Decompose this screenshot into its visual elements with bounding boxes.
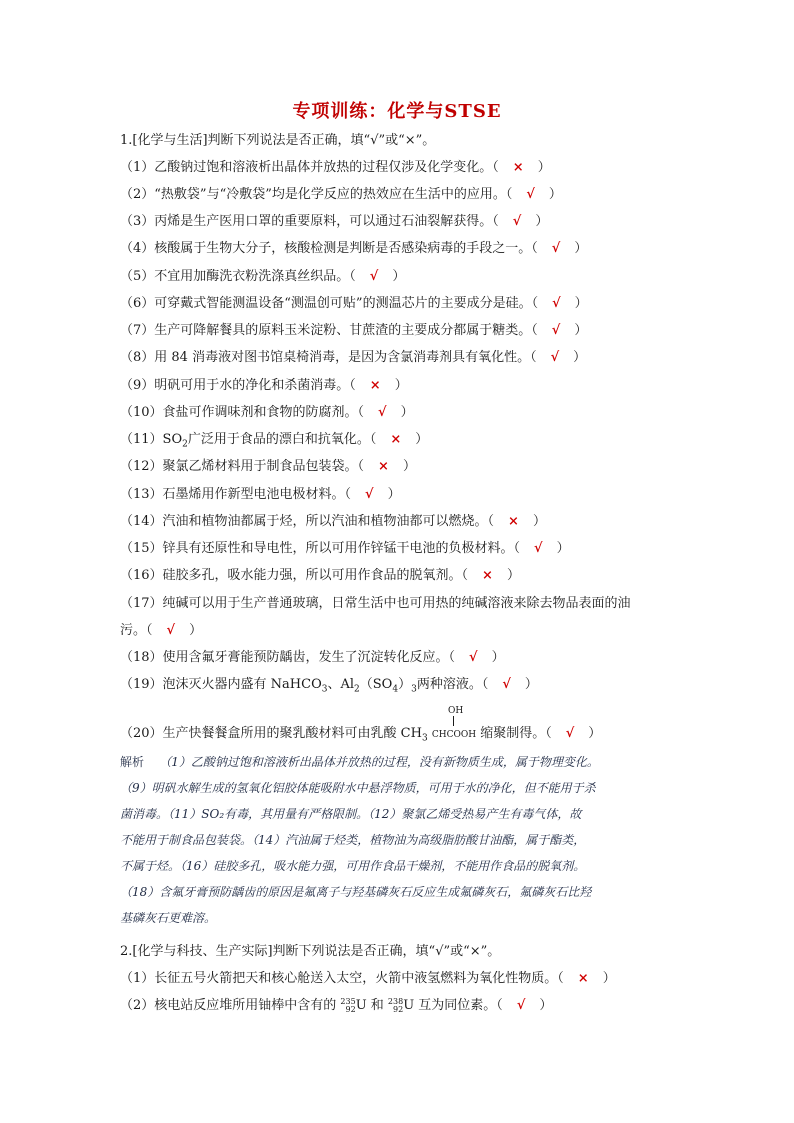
section2-heading: 2.[化学与科技、生产实际]判断下列说法是否正确，填“√”或“×”。 [120, 944, 501, 959]
list-item: （1）长征五号火箭把天和核心舱送入太空，火箭中液氢燃料为氧化性物质。（ × ） [120, 971, 616, 986]
check-mark: √ [552, 296, 561, 311]
list-item: （19）泡沫灭火器内盛有 NaHCO$_3$、$Al_2(SO_4)_3$两种溶液。（ √ ） [120, 677, 538, 695]
check-mark: √ [551, 323, 561, 338]
explanation-lead: 解析 [120, 755, 145, 769]
explanation-line: 不能用于制食品包装袋。（14）汽油属于烃类，植物油为高级脂肪酸甘油酯，属于酯类， [120, 833, 586, 847]
list-item: （13）石墨烯用作新型电池电极材料。（ √ ） [120, 487, 401, 502]
oh-group-label: OH [448, 706, 464, 716]
check-mark: √ [550, 350, 560, 365]
check-mark: √ [365, 487, 374, 502]
check-mark: √ [378, 405, 387, 420]
list-item: 污。（ √ ） [120, 623, 203, 638]
list-item: （20）生产快餐餐盒所用的聚乳酸材料可由乳酸 $CH_3$ CHCOOH 缩聚制得。（ √ ） [120, 726, 602, 744]
list-item: （2）核电站反应堆所用铀棒中含有的 235 92 U 和 238 92 U 互为同位素。（ √ ） [120, 996, 553, 1014]
check-mark: √ [516, 998, 526, 1013]
check-mark: √ [469, 650, 478, 665]
section1-heading: 1.[化学与生活]判断下列说法是否正确，填“√”或“×”。 [120, 133, 436, 148]
check-mark: √ [369, 269, 379, 284]
explanation-line: 菌消毒。（11）SO₂有毒，其用量有严格限制。（12）聚氯乙烯受热易产生有毒气体，故 [120, 807, 582, 821]
explanation-block [120, 749, 680, 931]
list-item: （12）聚氯乙烯材料用于制食品包装袋。（ × ） [120, 459, 416, 474]
list-item: （18）使用含氟牙膏能预防龋齿，发生了沉淀转化反应。（ √ ） [120, 650, 505, 665]
check-mark: √ [565, 726, 575, 741]
list-item: （15）锌具有还原性和导电性，所以可用作锌锰干电池的负极材料。（ √ ） [120, 541, 570, 556]
list-item: （6）可穿戴式智能测温设备“测温创可贴”的测温芯片的主要成分是硅。（ √ ） [120, 296, 588, 311]
list-item: $(11)SO_2$广泛用于食品的漂白和抗氧化。（ × ） [120, 432, 429, 450]
list-item: （4）核酸属于生物大分子，核酸检测是判断是否感染病毒的手段之一。（ √ ） [120, 241, 588, 256]
list-item: （8）用 84 消毒液对图书馆桌椅消毒，是因为含氯消毒剂具有氧化性。（ √ ） [120, 350, 587, 365]
page-title: 专项训练：化学与STSE [292, 101, 502, 122]
list-item: （3）丙烯是生产医用口罩的重要原料，可以通过石油裂解获得。（ √ ） [120, 214, 549, 229]
list-item: （14）汽油和植物油都属于烃，所以汽油和植物油都可以燃烧。（ × ） [120, 514, 546, 529]
check-mark: √ [534, 541, 543, 556]
cross-mark: × [508, 514, 519, 529]
check-mark: √ [526, 187, 535, 202]
list-item: （1）乙酸钠过饱和溶液析出晶体并放热的过程仅涉及化学变化。（ × ） [120, 160, 551, 175]
cross-mark: × [482, 568, 493, 583]
explanation-line: （9）明矾水解生成的氢氧化铝胶体能吸附水中悬浮物质，可用于水的净化，但不能用于杀 [120, 781, 596, 795]
cross-mark: × [390, 432, 402, 447]
cross-mark: × [512, 160, 524, 175]
check-mark: √ [512, 214, 522, 229]
explanation-line: （18）含氟牙膏预防龋齿的原因是氟离子与羟基磷灰石反应生成氟磷灰石，氟磷灰石比羟 [120, 885, 592, 899]
list-item: （5）不宜用加酶洗衣粉洗涤真丝织品。（ √ ） [120, 269, 406, 284]
cross-mark: × [378, 459, 389, 474]
list-item: （2）“热敷袋”与“冷敷袋”均是化学反应的热效应在生活中的应用。（ √ ） [120, 187, 562, 202]
list-item: （9）明矾可用于水的净化和杀菌消毒。（ × ） [120, 378, 408, 393]
list-item: （16）硅胶多孔，吸水能力强，所以可用作食品的脱氧剂。（ × ） [120, 568, 520, 583]
explanation-line: 解析 （1）乙酸钠过饱和溶液析出晶体并放热的过程，没有新物质生成，属于物理变化。 [120, 755, 599, 769]
list-item: （7）生产可降解餐具的原料玉米淀粉、甘蔗渣的主要成分都属于糖类。（ √ ） [120, 323, 588, 338]
explanation-line: 不属于烃。（16）硅胶多孔，吸水能力强，可用作食品干燥剂，不能用作食品的脱氧剂。 [120, 859, 586, 873]
list-item: （10）食盐可作调味剂和食物的防腐剂。（ √ ） [120, 405, 414, 420]
check-mark: √ [502, 677, 511, 692]
check-mark: √ [551, 241, 561, 256]
explanation-line: 基磷灰石更难溶。 [120, 911, 217, 925]
cross-mark: × [577, 971, 589, 986]
list-item: （17）纯碱可以用于生产普通玻璃，日常生活中也可用热的纯碱溶液来除去物品表面的油 [120, 596, 631, 611]
check-mark: √ [166, 623, 176, 638]
cross-mark: × [369, 378, 381, 393]
